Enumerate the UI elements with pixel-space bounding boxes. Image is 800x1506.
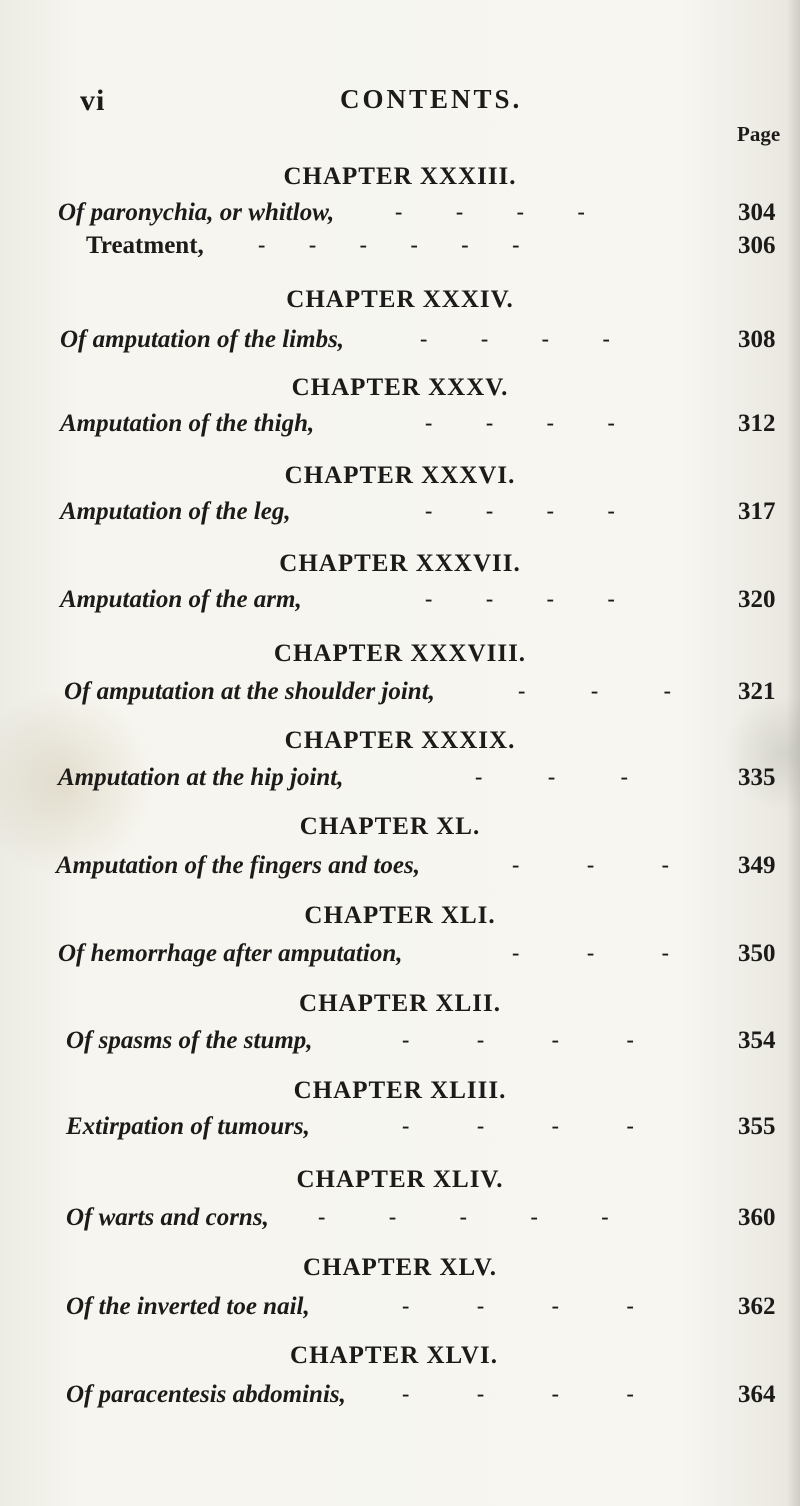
entry-page-number: 355	[738, 1113, 776, 1140]
toc-entry	[0, 852, 800, 886]
entry-page-number: 354	[738, 1027, 776, 1054]
toc-entry	[0, 1113, 800, 1147]
toc-entry	[0, 199, 800, 233]
chapter-heading: CHAPTER XXXV.	[291, 374, 509, 401]
entry-title: Amputation of the arm,	[60, 586, 302, 613]
entry-page-number: 350	[738, 940, 776, 967]
chapter-heading: CHAPTER XXXIII.	[283, 163, 517, 190]
toc-entry	[0, 1204, 800, 1238]
chapter-heading: CHAPTER XXXVII.	[279, 550, 521, 577]
entry-title: Amputation of the thigh,	[60, 410, 315, 437]
dot-leader: - - - -	[395, 199, 585, 224]
dot-leader: - - - -	[425, 586, 615, 611]
dot-leader: - - - -	[402, 1113, 634, 1138]
dot-leader: - - - -	[420, 326, 610, 351]
dot-leader: - - - -	[425, 498, 615, 523]
chapter-heading: CHAPTER XL.	[299, 813, 481, 840]
toc-entry	[0, 940, 800, 974]
dot-leader: - - - -	[402, 1027, 634, 1052]
toc-entry	[0, 1293, 800, 1327]
entry-page-number: 321	[738, 678, 776, 705]
toc-entry	[0, 498, 800, 532]
entry-page-number: 317	[738, 498, 776, 525]
toc-entry	[0, 232, 800, 266]
entry-title: Amputation of the fingers and toes,	[56, 852, 420, 879]
entry-title: Of amputation of the limbs,	[60, 326, 345, 353]
dot-leader: - - - -	[402, 1293, 634, 1318]
toc-entry	[0, 764, 800, 798]
chapter-heading: CHAPTER XLII.	[299, 990, 501, 1017]
chapter-heading: CHAPTER XXXVI.	[284, 462, 516, 489]
dot-leader: - - -	[518, 678, 671, 703]
toc-entry	[0, 586, 800, 620]
entry-page-number: 360	[738, 1204, 776, 1231]
dot-leader: - - -	[475, 764, 628, 789]
dot-leader: - - - -	[402, 1381, 634, 1406]
toc-entry	[0, 1027, 800, 1061]
dot-leader: - - - - - -	[258, 232, 520, 257]
chapter-heading: CHAPTER XXXIV.	[286, 286, 514, 313]
entry-title: Of paracentesis abdominis,	[66, 1381, 346, 1408]
chapter-heading: CHAPTER XXXIX.	[284, 727, 516, 754]
dot-leader: - - - -	[425, 410, 615, 435]
entry-page-number: 306	[738, 232, 776, 259]
entry-page-number: 304	[738, 199, 776, 226]
entry-title: Of warts and corns,	[66, 1204, 269, 1231]
toc-entry	[0, 410, 800, 444]
entry-title: Of spasms of the stump,	[66, 1027, 313, 1054]
entry-title: Treatment,	[86, 232, 204, 259]
entry-page-number: 362	[738, 1293, 776, 1320]
running-head: CONTENTS.	[340, 84, 523, 114]
chapter-heading: CHAPTER XLIII.	[293, 1077, 507, 1104]
toc-entry	[0, 678, 800, 712]
entry-title: Of hemorrhage after amputation,	[58, 940, 403, 967]
entry-page-number: 349	[738, 852, 776, 879]
dot-leader: - - -	[512, 852, 669, 877]
entry-title: Of paronychia, or whitlow,	[58, 199, 335, 226]
entry-page-number: 320	[738, 586, 776, 613]
chapter-heading: CHAPTER XLV.	[303, 1254, 497, 1281]
entry-title: Amputation of the leg,	[60, 498, 291, 525]
toc-entry	[0, 326, 800, 360]
entry-title: Of amputation at the shoulder joint,	[64, 678, 435, 705]
entry-page-number: 308	[738, 326, 776, 353]
dot-leader: - - -	[512, 940, 669, 965]
entry-page-number: 335	[738, 764, 776, 791]
chapter-heading: CHAPTER XLI.	[304, 902, 496, 929]
entry-title: Of the inverted toe nail,	[66, 1293, 310, 1320]
entry-page-number: 364	[738, 1381, 776, 1408]
page-column-label: Page	[737, 122, 781, 146]
dot-leader: - - - - -	[318, 1204, 609, 1229]
chapter-heading: CHAPTER XLVI.	[290, 1342, 498, 1369]
toc-entry	[0, 1381, 800, 1415]
entry-title: Extirpation of tumours,	[66, 1113, 310, 1140]
page-number: vi	[80, 84, 106, 117]
entry-page-number: 312	[738, 410, 776, 437]
entry-title: Amputation at the hip joint,	[58, 764, 344, 791]
chapter-heading: CHAPTER XLIV.	[296, 1166, 504, 1193]
chapter-heading: CHAPTER XXXVIII.	[273, 640, 527, 667]
